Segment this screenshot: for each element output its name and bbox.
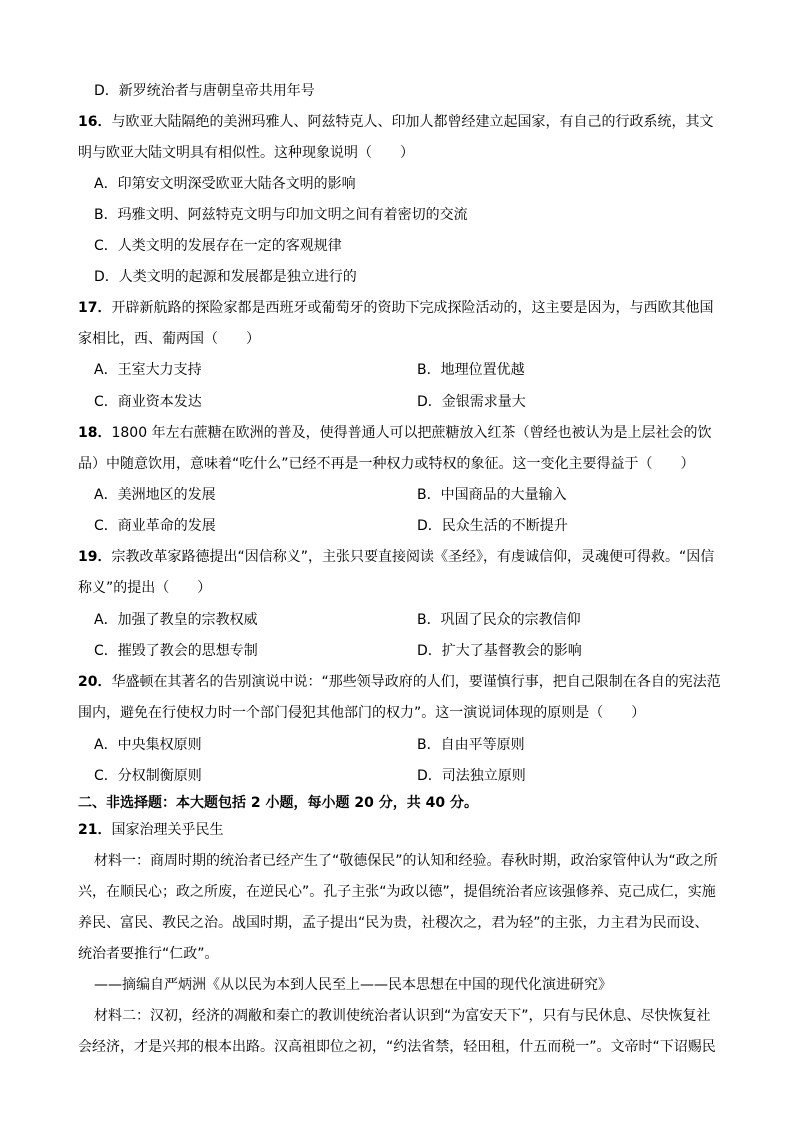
section2-heading: 二、非选择题：本大题包括 2 小题，每小题 20 分，共 40 分。 <box>78 795 478 811</box>
q17-option-c: C．商业资本发达 <box>94 394 202 410</box>
q21-material1-line3: 养民、富民、教民之治。战国时期，孟子提出“民为贵，社稷次之，君为轻”的主张，力主君为民而设、 <box>78 915 709 931</box>
q20-stem-line1 <box>78 672 721 692</box>
q17-number: 17． <box>78 300 112 316</box>
q21-title-line <box>78 820 223 840</box>
q19-option-c: C．摧毁了教会的思想专制 <box>94 643 258 659</box>
q15-option-d: D．新罗统治者与唐朝皇帝共用年号 <box>94 83 315 99</box>
q21-material1-line4: 统治者要推行“仁政”。 <box>78 946 219 962</box>
q21-source-citation: ——摘编自严炳洲《从以民为本到人民至上——民本思想在中国的现代化演进研究》 <box>94 977 612 993</box>
q18-option-b: B．中国商品的大量输入 <box>417 487 567 503</box>
q21-material2-line1: 材料二：汉初，经济的凋敝和秦亡的教训使统治者认识到“为富安天下”，只有与民休息、尽快恢复社 <box>94 1008 711 1024</box>
q16-option-a: A．印第安文明深受欧亚大陆各文明的影响 <box>94 176 356 192</box>
q16-stem-line1 <box>78 112 713 132</box>
q16-stem-text: 与欧亚大陆隔绝的美洲玛雅人、阿兹特克人、印加人都曾经建立起国家，有自己的行政系统，其文 <box>111 114 714 130</box>
q21-number: 21． <box>78 822 112 838</box>
q20-option-a: A．中央集权原则 <box>94 737 202 753</box>
q17-stem-text: 开辟新航路的探险家都是西班牙或葡萄牙的资助下完成探险活动的，这主要是因为，与西欧其他国 <box>111 300 714 316</box>
q16-option-c: C．人类文明的发展存在一定的客观规律 <box>94 238 342 254</box>
q16-option-b: B．玛雅文明、阿兹特克文明与印加文明之间有着密切的交流 <box>94 207 468 223</box>
q19-option-a: A．加强了教皇的宗教权威 <box>94 612 258 628</box>
q20-stem-line2: 围内，避免在行使权力时一个部门侵犯其他部门的权力”。这一演说词体现的原则是（ ） <box>78 705 646 721</box>
q17-stem-line1 <box>78 298 713 318</box>
q17-option-b: B．地理位置优越 <box>417 362 525 378</box>
q21-material2-line2: 会经济，才是兴邦的根本出路。汉高祖即位之初，“约法省禁，轻田租，什五而税一”。文帝时“下诏赐民 <box>78 1039 716 1055</box>
q18-stem-line2: 品）中随意饮用，意味着“吃什么”已经不再是一种权力或特权的象征。这一变化主要得益于（ ） <box>78 456 695 472</box>
q17-option-a: A．王室大力支持 <box>94 362 202 378</box>
q18-option-d: D．民众生活的不断提升 <box>417 518 568 534</box>
q18-option-c: C．商业革命的发展 <box>94 518 216 534</box>
q19-stem-line1 <box>78 547 714 567</box>
q16-stem-line2: 明与欧亚大陆文明具有相似性。这种现象说明（ ） <box>78 145 414 161</box>
q18-stem-text: 1800 年左右蔗糖在欧洲的普及，使得普通人可以把蔗糖放入红茶（曾经也被认为是上层社会的饮 <box>111 425 712 441</box>
q20-option-d: D．司法独立原则 <box>417 768 526 784</box>
q18-number: 18． <box>78 425 112 441</box>
q16-number: 16． <box>78 114 112 130</box>
q19-number: 19． <box>78 549 112 565</box>
q19-option-b: B．巩固了民众的宗教信仰 <box>417 612 581 628</box>
q20-stem-text: 华盛顿在其著名的告别演说中说：“那些领导政府的人们，要谨慎行事，把自己限制在各自的宪法范 <box>111 674 721 690</box>
q17-option-d: D．金银需求量大 <box>417 394 526 410</box>
q19-stem-text: 宗教改革家路德提出“因信称义”，主张只要直接阅读《圣经》，有虔诚信仰，灵魂便可得救。“因信 <box>111 549 715 565</box>
q21-material1-line2: 兴，在顺民心；政之所废，在逆民心”。孔子主张“为政以德”，提倡统治者应该强修养、克己成仁，实施 <box>78 884 716 900</box>
q21-material1-line1: 材料一：商周时期的统治者已经产生了“敬德保民”的认知和经验。春秋时期，政治家管仲认为“政之所 <box>94 853 718 869</box>
q20-option-c: C．分权制衡原则 <box>94 768 202 784</box>
q19-option-d: D．扩大了基督教会的影响 <box>417 643 582 659</box>
q17-stem-line2: 家相比，西、葡两国（ ） <box>78 331 260 347</box>
q19-stem-line2: 称义”的提出（ ） <box>78 580 212 596</box>
q20-number: 20． <box>78 674 112 690</box>
q16-option-d: D．人类文明的起源和发展都是独立进行的 <box>94 269 357 285</box>
q18-stem-line1 <box>78 423 712 443</box>
q21-title: 国家治理关乎民生 <box>111 822 224 838</box>
q20-option-b: B．自由平等原则 <box>417 737 525 753</box>
q18-option-a: A．美洲地区的发展 <box>94 487 216 503</box>
